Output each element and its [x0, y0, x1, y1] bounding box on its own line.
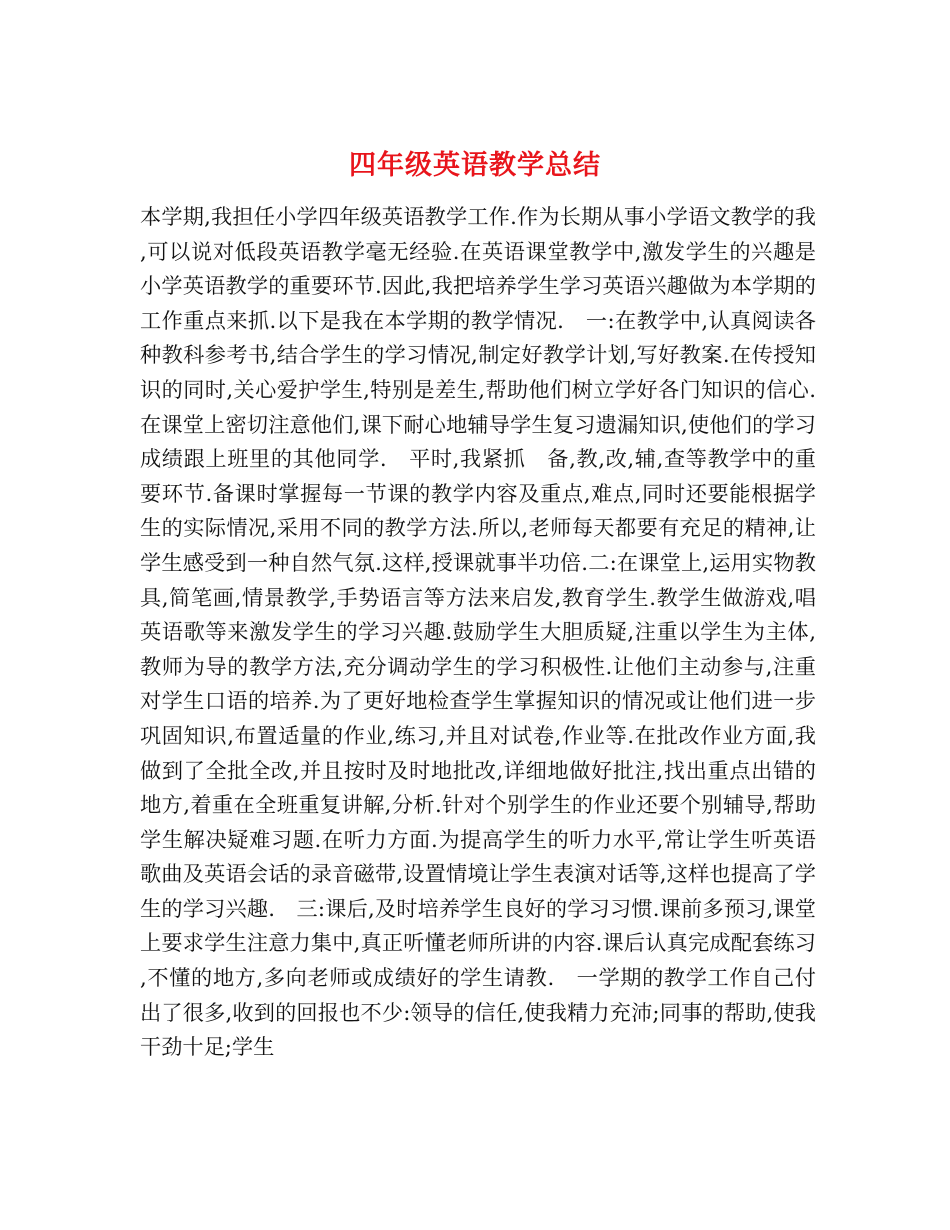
body-paragraph: 本学期,我担任小学四年级英语教学工作.作为长期从事小学语文教学的我,可以说对低段英语教学毫无经验.在英语课堂教学中,激发学生的兴趣是小学英语教学的重要环节.因此,我把培养学生学习英语兴趣做为本学期的工作重点来抓.以下是我在本学期的教学情况. 一:在教学中,认真阅读各种教科参考书,结合学生的学习情况,制定好教学计划,写好教案.在传授知识的同时,关心爱护学生,特别是差生,帮助他们树立学好各门知识的信心.在课堂上密切注意他们,课下耐心地辅导学生复习遗漏知识,使他们的学习成绩跟上班里的其他同学. 平时,我紧抓 备,教,改,辅,查等教学中的重要环节.备课时掌握每一节课的教学内容及重点,难点,同时还要能根据学生的实际情况,采用不同的教学方法.所以,老师每天都要有充足的精神,让学生感受到一种自然气氛.这样,授课就事半功倍.二:在课堂上,运用实物教具,简笔画,情景教学,手势语言等方法来启发,教育学生.教学生做游戏,唱英语歌等来激发学生的学习兴趣.鼓励学生大胆质疑,注重以学生为主体,教师为导的教学方法,充分调动学生的学习积极性.让他们主动参与,注重对学生口语的培养.为了更好地检查学生掌握知识的情况或让他们进一步巩固知识,布置适量的作业,练习,并且对试卷,作业等.在批改作业方面,我做到了全批全改,并且按时及时地批改,详细地做好批注,找出重点出错的地方,着重在全班重复讲解,分析.针对个别学生的作业还要个别辅导,帮助学生解决疑难习题.在听力方面.为提高学生的听力水平,常让学生听英语歌曲及英语会话的录音磁带,设置情境让学生表演对话等,这样也提高了学生的学习兴趣. 三:课后,及时培养学生良好的学习习惯.课前多预习,课堂上要求学生注意力集中,真正听懂老师所讲的内容.课后认真完成配套练习,不懂的地方,多向老师或成绩好的学生请教. 一学期的教学工作自己付出了很多,收到的回报也不少:领导的信任,使我精力充沛;同事的帮助,使我干劲十足;学生 — [140, 204, 816, 1060]
page-title: 四年级英语教学总结 — [349, 150, 601, 182]
